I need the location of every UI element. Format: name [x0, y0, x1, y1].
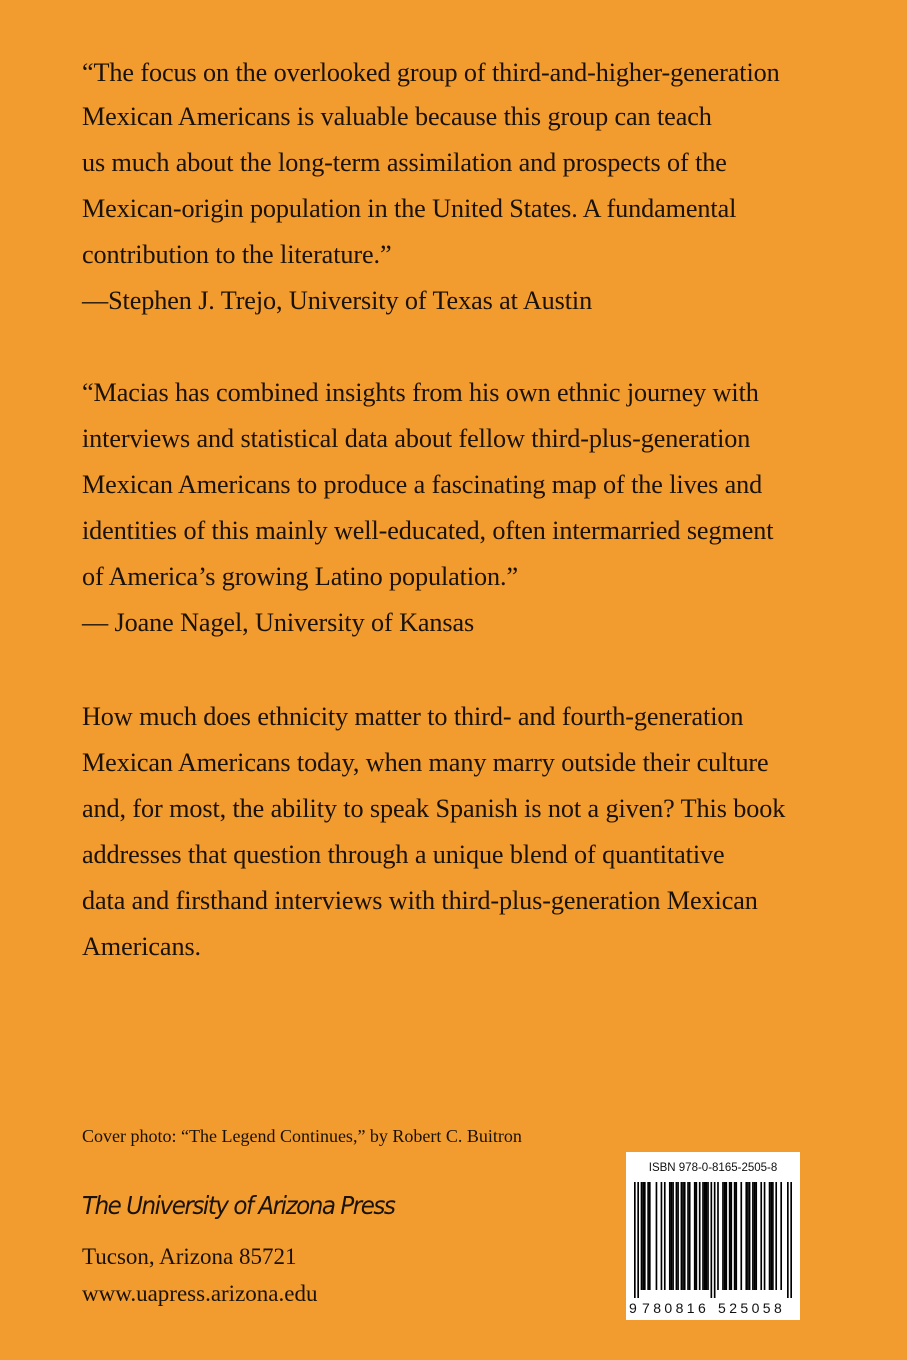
quote-1-line: contribution to the literature.”	[82, 240, 392, 269]
barcode-bar	[637, 1182, 639, 1298]
barcode-bar	[687, 1182, 689, 1290]
ean-digit: 5	[740, 1300, 749, 1316]
barcode-bar	[730, 1182, 732, 1290]
barcode-bar	[696, 1182, 698, 1290]
barcode-bar	[714, 1182, 716, 1298]
barcode-bar	[775, 1182, 777, 1290]
ean-digit: 8	[774, 1300, 782, 1316]
ean-digit: 0	[751, 1300, 760, 1316]
publisher-logo: The University of Arizona Press	[82, 1191, 395, 1220]
barcode-bar	[722, 1182, 724, 1290]
description-line: data and firsthand interviews with third-plus-generation Mexican	[82, 886, 758, 915]
barcode-bar	[661, 1182, 663, 1290]
barcode-bar	[770, 1182, 772, 1290]
barcode-bar	[644, 1182, 646, 1290]
barcode-bar	[694, 1182, 696, 1290]
barcode-bar	[671, 1182, 673, 1290]
description-line: Mexican Americans today, when many marry outside their culture	[82, 748, 769, 777]
publisher-address: Tucson, Arizona 85721	[82, 1244, 297, 1269]
quote-1-line: Mexican Americans is valuable because this group can teach	[82, 102, 712, 131]
ean-digit: 7	[642, 1300, 650, 1316]
barcode-bar	[704, 1182, 706, 1290]
barcode-bars	[634, 1182, 792, 1298]
barcode-bar	[682, 1182, 684, 1290]
barcode-bar	[641, 1182, 643, 1290]
ean-digit: 6	[698, 1300, 706, 1316]
description-line: How much does ethnicity matter to third- and fourth-generation	[82, 702, 744, 731]
barcode-bar	[669, 1182, 671, 1290]
cover-photo-credit: Cover photo: “The Legend Continues,” by Robert C. Buitron	[82, 1126, 522, 1146]
barcode-bar	[787, 1182, 789, 1298]
isbn-label: ISBN 978-0-8165-2505-8	[648, 1162, 778, 1174]
barcode-bar	[707, 1182, 709, 1290]
barcode-bar	[780, 1182, 782, 1290]
quote-1-line: us much about the long-term assimilation and prospects of the	[82, 148, 727, 177]
ean-digit: 5	[762, 1300, 771, 1316]
barcode-bar	[725, 1182, 727, 1290]
barcode-bar	[634, 1182, 636, 1298]
barcode-bar	[684, 1182, 686, 1290]
ean-digit: 8	[675, 1300, 684, 1316]
barcode-bar	[647, 1182, 649, 1290]
barcode-bar	[764, 1182, 766, 1290]
barcode-bar	[689, 1182, 691, 1290]
quote-2-attribution: — Joane Nagel, University of Kansas	[82, 608, 475, 637]
quote-2-line: of America’s growing Latino population.”	[82, 562, 518, 591]
barcode-bar	[747, 1182, 749, 1290]
quote-1-attribution: —Stephen J. Trejo, University of Texas at Austin	[82, 286, 593, 315]
barcode-bar	[702, 1182, 704, 1290]
quote-2-line: “Macias has combined insights from his own ethnic journey with	[82, 378, 759, 407]
ean-digits	[629, 1298, 797, 1316]
description-line: addresses that question through a unique blend of quantitative	[82, 840, 725, 869]
ean-digit: 0	[664, 1300, 673, 1316]
description-line: Americans.	[82, 932, 201, 961]
barcode-bar	[664, 1182, 666, 1290]
barcode-bar	[649, 1182, 651, 1290]
description-line: and, for most, the ability to speak Spanish is not a given? This book	[82, 794, 786, 823]
barcode-bar	[740, 1182, 742, 1290]
barcode-bar	[769, 1182, 771, 1290]
barcode-bar	[717, 1182, 719, 1290]
ean-digit: 1	[686, 1300, 695, 1316]
quote-1-line: Mexican-origin population in the United States. A fundamental	[82, 194, 737, 223]
barcode-bar	[677, 1182, 679, 1290]
quote-2-line: identities of this mainly well-educated, often intermarried segment	[82, 516, 774, 545]
barcode-bar	[754, 1182, 756, 1290]
barcode-bar	[790, 1182, 792, 1298]
barcode-bar	[699, 1182, 701, 1290]
barcode-bar	[672, 1182, 674, 1290]
isbn-barcode	[626, 1152, 800, 1320]
barcode-bar	[681, 1182, 683, 1290]
barcode-bar	[760, 1182, 762, 1290]
quote-2-line: interviews and statistical data about fellow third-plus-generation	[82, 424, 751, 453]
barcode-bar	[706, 1182, 708, 1290]
ean-digit: 5	[718, 1300, 726, 1316]
barcode-bar	[752, 1182, 754, 1290]
barcode-bar	[734, 1182, 736, 1290]
barcode-bar	[676, 1182, 678, 1290]
quote-1-line: “The focus on the overlooked group of third-and-higher-generation	[82, 58, 780, 87]
barcode-bar	[772, 1182, 774, 1290]
barcode-bar	[735, 1182, 737, 1290]
ean-digit: 8	[653, 1300, 661, 1316]
barcode-bar	[755, 1182, 757, 1290]
barcode-bar	[642, 1182, 644, 1290]
quote-2-line: Mexican Americans to produce a fascinating map of the lives and	[82, 470, 763, 499]
barcode-bar	[749, 1182, 751, 1290]
ean-digit: 2	[729, 1300, 737, 1316]
barcode-bar	[745, 1182, 747, 1290]
barcode-bar	[729, 1182, 731, 1290]
barcode-bar	[711, 1182, 713, 1298]
barcode-bar	[724, 1182, 726, 1290]
ean-digit: 9	[629, 1300, 637, 1316]
publisher-website: www.uapress.arizona.edu	[82, 1281, 318, 1306]
barcode-bar	[656, 1182, 658, 1290]
